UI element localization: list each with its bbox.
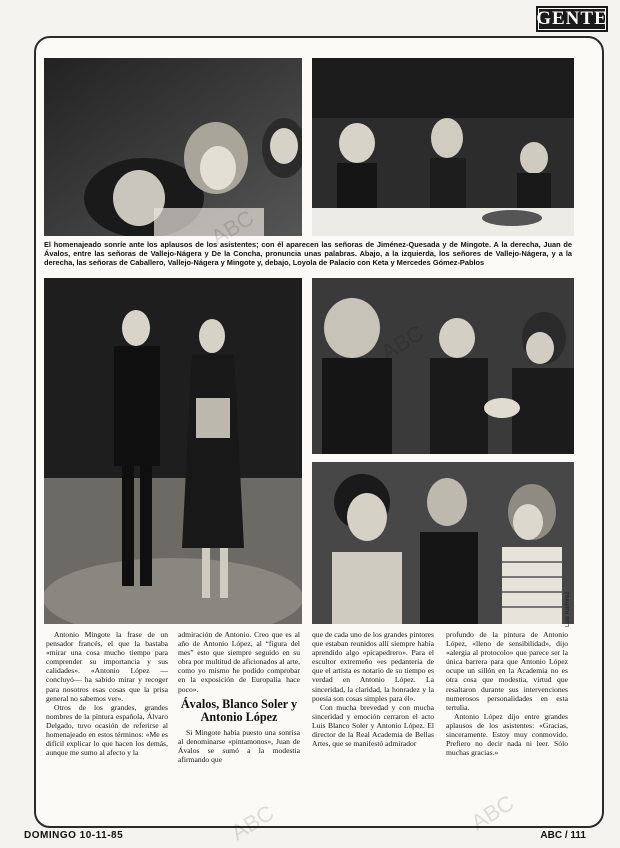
paragraph: profundo de la pintura de Antonio López, «lleno de sensibilidad», dijo «alergia al protocolo» que parece ser la única barrera para que Antonio López ocupe un sillón en la Academia no es otra cosa que modestia, virtud que resaltaron durante sus intervenciones numerosos personalidades en esta tertulia. xyxy=(446,630,568,712)
footer-date: DOMINGO 10-11-85 xyxy=(24,830,124,841)
photo-top-left xyxy=(44,58,302,236)
body-column-2 xyxy=(178,630,300,786)
section-tag-gente: GENTE xyxy=(536,6,608,32)
paragraph: Otros de los grandes, grandes nombres de la pintura española, Álvaro Delgado, tuvo ocasión de referirse al homenajeado en estos términos: «Me es difícil explicar lo que hacen los demás, aunque me sumo al afecto y la xyxy=(46,702,168,758)
photo-mid-right xyxy=(312,278,574,454)
paragraph: Antonio Mingote la frase de un pensador francés, el que la bastaba «mirar una cosa mucho tiempo para comprender su importancia y sus calidades». «Antonio López —concluyó— ha sabido mirar y recoger para nosotros esas cosas que la prisa general no sabemos ver». xyxy=(46,630,168,703)
paragraph: que de cada uno de los grandes pintores que estaban reunidos allí siempre había aprendido algo «picapedrero». Para el escultor extremeño «es pedantería de que el artista es notario de su tiempo es verdad en Antonio López. La sinceridad, la claridad, la honradez y la poesía son cosas simples para él». xyxy=(312,630,434,703)
footer-folio: ABC / 111 xyxy=(540,830,586,841)
photo-bottom-right xyxy=(312,462,574,624)
photo-credit: Luis Ramírez xyxy=(565,591,571,627)
photo-caption-top: El homenajeado sonríe ante los aplausos de los asistentes; con él aparecen las señoras de Jiménez-Quesada y de Mingote. A la derecha, Juan de Ávalos, entre las señoras de Vallejo-Nágera y De la Concha, pronuncia unas palabras. Abajo, a la izquierda, los señores de Vallejo-Nágera, y a la derecha, las señoras de Caballero, Vallejo-Nágera y Mingote y, debajo, Loyola de Palacio con Keta y Mercedes Gómez-Pablos xyxy=(44,240,572,268)
photo-top-right xyxy=(312,58,574,236)
body-column-1 xyxy=(46,630,168,786)
body-column-4 xyxy=(446,630,568,786)
photo-large-left xyxy=(44,278,302,624)
paragraph: Antonio López dijo entre grandes aplausos de los asistentes: «Gracias, sinceramente. Estoy muy conmovido. Prefiero no decir nada ni leer. Sólo muchas gracias.» xyxy=(446,711,568,758)
paragraph: admiración de Antonio. Creo que es al año de Antonio López, al “figura del mes” esto que siempre seguido en su obra por multitud de aficionados al arte, como yo mismo he podido comprobar en la exposición de Europalia hace poco». xyxy=(178,630,300,694)
paragraph: Con mucha brevedad y con mucha sinceridad y emoción cerraron el acto Luis Blanco Soler y Antonio López. El director de la Real Academia de Bellas Artes, que se manifestó admirador xyxy=(312,702,434,749)
body-column-3 xyxy=(312,630,434,786)
paragraph: Si Mingote había puesto una sonrisa al denominarse «pintamonos», Juan de Ávalos se sumó a la modestia afirmando que xyxy=(178,727,300,764)
subheading: Ávalos, Blanco Soler y Antonio López xyxy=(180,696,298,724)
